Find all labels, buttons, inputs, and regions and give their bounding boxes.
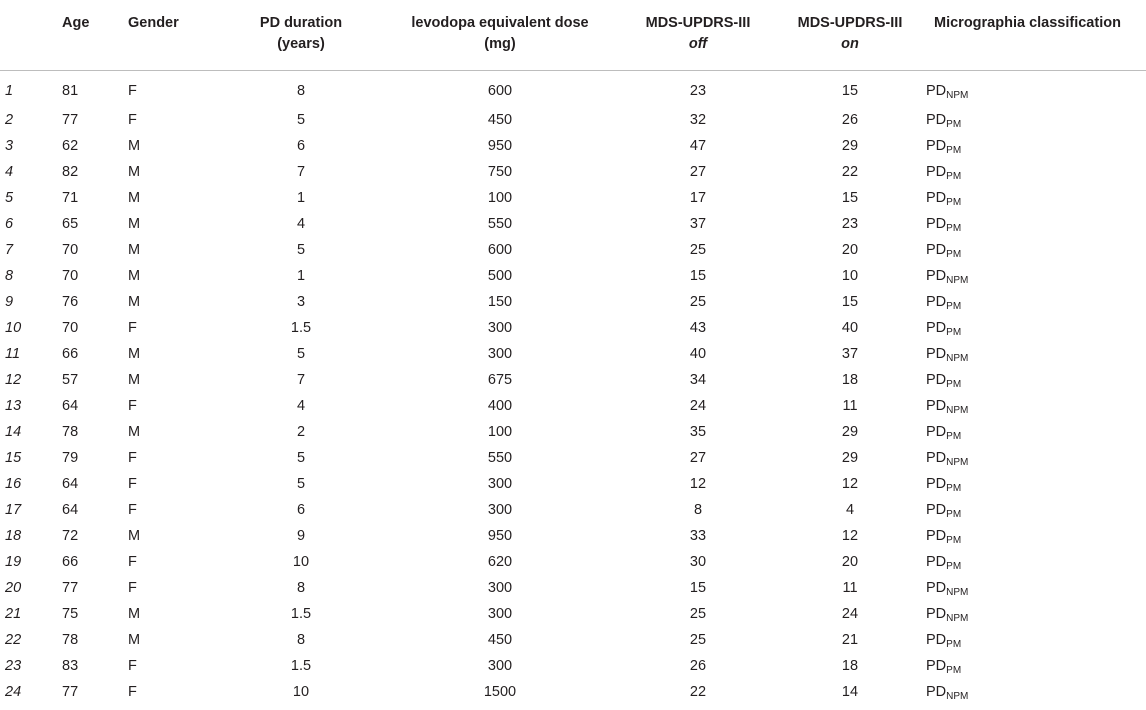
classification-prefix: PD <box>926 579 947 596</box>
updrs-on-cell: 4 <box>845 501 855 518</box>
classification-subscript: PM <box>946 170 962 182</box>
classification-prefix: PD <box>926 267 947 284</box>
classification-prefix: PD <box>926 163 947 180</box>
row-id-cell: 8 <box>5 267 14 284</box>
gender-cell: M <box>128 423 141 440</box>
updrs-off-cell: 25 <box>689 241 707 258</box>
table-body <box>0 70 1146 705</box>
updrs-off-cell: 24 <box>689 397 707 414</box>
gender-cell: F <box>128 657 137 674</box>
classification-subscript: PM <box>946 248 962 260</box>
row-id-cell: 4 <box>5 163 14 180</box>
row-id-cell: 13 <box>5 397 22 414</box>
classification-cell <box>926 107 1146 133</box>
classification-prefix: PD <box>926 293 947 310</box>
table-row <box>0 159 1146 185</box>
age-cell: 57 <box>62 371 79 388</box>
classification-prefix: PD <box>926 345 947 362</box>
header-classification: Micrographia classification <box>926 0 1146 70</box>
header-updrs-off-line2: off <box>688 36 708 52</box>
row-id-cell: 22 <box>5 631 22 648</box>
updrs-off-cell: 15 <box>689 579 707 596</box>
updrs-off-cell: 22 <box>689 683 707 700</box>
ledd-cell: 750 <box>487 163 513 180</box>
classification-prefix: PD <box>926 371 947 388</box>
age-cell: 83 <box>62 657 79 674</box>
classification-subscript: PM <box>946 144 962 156</box>
gender-cell: M <box>128 527 141 544</box>
updrs-off-cell: 12 <box>689 475 707 492</box>
table-row <box>0 653 1146 679</box>
age-cell: 66 <box>62 345 79 362</box>
classification-cell <box>926 341 1146 367</box>
updrs-on-cell: 15 <box>841 189 859 206</box>
updrs-on-cell: 11 <box>842 579 858 596</box>
table-row <box>0 601 1146 627</box>
table-header <box>0 0 1146 70</box>
header-ledd-line2: (mg) <box>484 36 516 52</box>
table-row <box>0 445 1146 471</box>
updrs-on-cell: 29 <box>841 423 859 440</box>
age-cell: 77 <box>62 111 79 128</box>
ledd-cell: 950 <box>487 527 513 544</box>
classification-cell <box>926 471 1146 497</box>
table-row <box>0 471 1146 497</box>
updrs-on-cell: 29 <box>841 449 859 466</box>
table-row <box>0 211 1146 237</box>
classification-cell <box>926 653 1146 679</box>
classification-prefix: PD <box>926 527 947 544</box>
updrs-off-cell: 15 <box>689 267 707 284</box>
row-id-cell: 3 <box>5 137 14 154</box>
row-id-cell: 19 <box>5 553 22 570</box>
gender-cell: M <box>128 137 141 154</box>
gender-cell: M <box>128 215 141 232</box>
gender-cell: F <box>128 683 137 700</box>
classification-prefix: PD <box>926 319 947 336</box>
classification-subscript: PM <box>946 482 962 494</box>
pd-duration-cell: 3 <box>296 293 306 310</box>
table-row <box>0 263 1146 289</box>
updrs-off-cell: 25 <box>689 605 707 622</box>
table-row <box>0 367 1146 393</box>
row-id-cell: 2 <box>5 111 14 128</box>
updrs-off-cell: 8 <box>693 501 703 518</box>
classification-cell <box>926 185 1146 211</box>
row-id-cell: 15 <box>5 449 22 466</box>
row-id-cell: 6 <box>5 215 14 232</box>
ledd-cell: 100 <box>487 189 513 206</box>
classification-prefix: PD <box>926 111 947 128</box>
row-id-cell: 7 <box>5 241 14 258</box>
updrs-off-cell: 40 <box>689 345 707 362</box>
row-id-cell: 10 <box>5 319 22 336</box>
classification-cell <box>926 601 1146 627</box>
age-cell: 82 <box>62 163 79 180</box>
age-cell: 65 <box>62 215 79 232</box>
ledd-cell: 450 <box>487 631 513 648</box>
table-row <box>0 679 1146 705</box>
classification-subscript: PM <box>946 118 962 130</box>
age-cell: 76 <box>62 293 79 310</box>
row-id-cell: 16 <box>5 475 22 492</box>
classification-cell <box>926 237 1146 263</box>
age-cell: 71 <box>62 189 79 206</box>
pd-duration-cell: 1.5 <box>290 319 312 336</box>
pd-duration-cell: 1 <box>296 267 306 284</box>
row-id-cell: 18 <box>5 527 22 544</box>
updrs-off-cell: 37 <box>689 215 707 232</box>
classification-cell <box>926 70 1146 107</box>
classification-prefix: PD <box>926 83 947 99</box>
classification-prefix: PD <box>926 553 947 570</box>
header-ledd <box>378 0 622 70</box>
updrs-on-cell: 14 <box>841 683 859 700</box>
header-pd-duration-line1: PD duration <box>259 15 343 31</box>
classification-cell <box>926 133 1146 159</box>
updrs-on-cell: 29 <box>841 137 859 154</box>
row-id-cell: 17 <box>5 501 22 518</box>
pd-duration-cell: 7 <box>296 371 306 388</box>
updrs-on-cell: 20 <box>841 553 859 570</box>
ledd-cell: 550 <box>487 215 513 232</box>
pd-duration-cell: 8 <box>296 579 306 596</box>
classification-cell <box>926 549 1146 575</box>
age-cell: 70 <box>62 241 79 258</box>
gender-cell: M <box>128 631 141 648</box>
updrs-off-cell: 33 <box>689 527 707 544</box>
age-cell: 77 <box>62 683 79 700</box>
ledd-cell: 300 <box>487 657 513 674</box>
updrs-on-cell: 21 <box>841 631 859 648</box>
gender-cell: F <box>128 501 137 518</box>
age-cell: 78 <box>62 423 79 440</box>
header-gender: Gender <box>128 0 224 70</box>
gender-cell: F <box>128 553 137 570</box>
row-id-cell: 5 <box>5 189 14 206</box>
pd-duration-cell: 5 <box>296 241 306 258</box>
ledd-cell: 950 <box>487 137 513 154</box>
age-cell: 81 <box>62 83 79 99</box>
gender-cell: M <box>128 293 141 310</box>
pd-duration-cell: 5 <box>296 475 306 492</box>
row-id-cell: 1 <box>5 83 14 99</box>
table-row <box>0 549 1146 575</box>
age-cell: 66 <box>62 553 79 570</box>
ledd-cell: 300 <box>487 579 513 596</box>
age-cell: 62 <box>62 137 79 154</box>
classification-subscript: NPM <box>946 612 969 624</box>
classification-prefix: PD <box>926 397 947 414</box>
updrs-off-cell: 17 <box>689 189 707 206</box>
gender-cell: M <box>128 189 141 206</box>
pd-duration-cell: 5 <box>296 111 306 128</box>
ledd-cell: 675 <box>487 371 513 388</box>
classification-cell <box>926 211 1146 237</box>
pd-duration-cell: 10 <box>292 683 310 700</box>
ledd-cell: 300 <box>487 475 513 492</box>
ledd-cell: 300 <box>487 345 513 362</box>
classification-subscript: NPM <box>946 456 969 468</box>
gender-cell: M <box>128 163 141 180</box>
age-cell: 77 <box>62 579 79 596</box>
classification-subscript: NPM <box>946 586 969 598</box>
table-row <box>0 185 1146 211</box>
table-row <box>0 393 1146 419</box>
updrs-on-cell: 18 <box>841 657 859 674</box>
updrs-off-cell: 25 <box>689 293 707 310</box>
pd-duration-cell: 10 <box>292 553 310 570</box>
updrs-off-cell: 35 <box>689 423 707 440</box>
classification-cell <box>926 627 1146 653</box>
table-row <box>0 523 1146 549</box>
classification-cell <box>926 679 1146 705</box>
table-row <box>0 575 1146 601</box>
updrs-off-cell: 47 <box>689 137 707 154</box>
header-ledd-line1: levodopa equivalent dose <box>411 15 589 31</box>
updrs-off-cell: 43 <box>689 319 707 336</box>
row-id-cell: 12 <box>5 371 22 388</box>
classification-cell <box>926 497 1146 523</box>
row-id-cell: 24 <box>5 683 22 700</box>
table-row <box>0 70 1146 107</box>
ledd-cell: 600 <box>487 83 513 99</box>
classification-prefix: PD <box>926 683 947 700</box>
classification-subscript: PM <box>946 560 962 572</box>
table-row <box>0 627 1146 653</box>
gender-cell: M <box>128 345 141 362</box>
row-id-cell: 21 <box>5 605 22 622</box>
classification-cell <box>926 315 1146 341</box>
ledd-cell: 500 <box>487 267 513 284</box>
pd-duration-cell: 6 <box>296 137 306 154</box>
header-row <box>0 0 1146 70</box>
header-pd-duration <box>224 0 378 70</box>
table-row <box>0 289 1146 315</box>
classification-prefix: PD <box>926 241 947 258</box>
classification-subscript: PM <box>946 222 962 234</box>
classification-subscript: PM <box>946 664 962 676</box>
classification-subscript: NPM <box>946 690 969 702</box>
table-row <box>0 133 1146 159</box>
row-id-cell: 23 <box>5 657 22 674</box>
pd-duration-cell: 8 <box>296 83 306 99</box>
table-row <box>0 237 1146 263</box>
classification-cell <box>926 445 1146 471</box>
updrs-on-cell: 10 <box>841 267 859 284</box>
row-id-cell: 9 <box>5 293 14 310</box>
classification-cell <box>926 575 1146 601</box>
updrs-on-cell: 40 <box>841 319 859 336</box>
classification-subscript: PM <box>946 534 962 546</box>
classification-prefix: PD <box>926 189 947 206</box>
pd-duration-cell: 4 <box>296 397 306 414</box>
updrs-on-cell: 11 <box>842 397 858 414</box>
header-pd-duration-line2: (years) <box>277 36 325 52</box>
pd-duration-cell: 5 <box>296 345 306 362</box>
classification-subscript: NPM <box>946 404 969 416</box>
classification-prefix: PD <box>926 423 947 440</box>
row-id-cell: 11 <box>5 345 21 362</box>
updrs-on-cell: 20 <box>841 241 859 258</box>
header-updrs-off-line1: MDS-UPDRS-III <box>645 15 751 31</box>
classification-subscript: PM <box>946 638 962 650</box>
age-cell: 75 <box>62 605 79 622</box>
ledd-cell: 600 <box>487 241 513 258</box>
classification-subscript: NPM <box>946 352 969 364</box>
table-row <box>0 107 1146 133</box>
pd-duration-cell: 4 <box>296 215 306 232</box>
age-cell: 79 <box>62 449 79 466</box>
updrs-on-cell: 18 <box>841 371 859 388</box>
gender-cell: F <box>128 397 137 414</box>
classification-prefix: PD <box>926 605 947 622</box>
age-cell: 72 <box>62 527 79 544</box>
classification-prefix: PD <box>926 475 947 492</box>
updrs-on-cell: 26 <box>841 111 859 128</box>
age-cell: 64 <box>62 501 79 518</box>
gender-cell: F <box>128 319 137 336</box>
age-cell: 70 <box>62 267 79 284</box>
updrs-off-cell: 27 <box>689 163 707 180</box>
classification-cell <box>926 263 1146 289</box>
classification-subscript: NPM <box>946 90 969 101</box>
classification-subscript: NPM <box>946 274 969 286</box>
pd-duration-cell: 1.5 <box>290 605 312 622</box>
header-updrs-off <box>622 0 774 70</box>
header-id <box>0 0 62 70</box>
classification-subscript: PM <box>946 196 962 208</box>
pd-duration-cell: 8 <box>296 631 306 648</box>
updrs-off-cell: 32 <box>689 111 707 128</box>
pd-duration-cell: 5 <box>296 449 306 466</box>
ledd-cell: 150 <box>487 293 513 310</box>
ledd-cell: 100 <box>487 423 513 440</box>
gender-cell: F <box>128 475 137 492</box>
classification-subscript: PM <box>946 508 962 520</box>
updrs-on-cell: 37 <box>841 345 859 362</box>
ledd-cell: 550 <box>487 449 513 466</box>
updrs-off-cell: 34 <box>689 371 707 388</box>
updrs-on-cell: 22 <box>841 163 859 180</box>
classification-subscript: PM <box>946 300 962 312</box>
classification-cell <box>926 159 1146 185</box>
updrs-on-cell: 23 <box>841 215 859 232</box>
pd-duration-cell: 6 <box>296 501 306 518</box>
classification-subscript: PM <box>946 378 962 390</box>
gender-cell: F <box>128 449 137 466</box>
updrs-off-cell: 25 <box>689 631 707 648</box>
ledd-cell: 300 <box>487 319 513 336</box>
classification-subscript: PM <box>946 430 962 442</box>
header-updrs-on-line1: MDS-UPDRS-III <box>797 15 903 31</box>
classification-prefix: PD <box>926 215 947 232</box>
updrs-on-cell: 12 <box>841 527 859 544</box>
updrs-on-cell: 24 <box>841 605 859 622</box>
row-id-cell: 20 <box>5 579 22 596</box>
table-row <box>0 497 1146 523</box>
gender-cell: M <box>128 267 141 284</box>
row-id-cell: 14 <box>5 423 22 440</box>
gender-cell: F <box>128 579 137 596</box>
classification-prefix: PD <box>926 631 947 648</box>
updrs-on-cell: 12 <box>841 475 859 492</box>
age-cell: 64 <box>62 397 79 414</box>
updrs-on-cell: 15 <box>841 83 859 99</box>
gender-cell: M <box>128 371 141 388</box>
updrs-off-cell: 23 <box>689 83 707 99</box>
classification-cell <box>926 289 1146 315</box>
ledd-cell: 1500 <box>483 683 517 700</box>
gender-cell: M <box>128 241 141 258</box>
gender-cell: M <box>128 605 141 622</box>
header-updrs-on <box>774 0 926 70</box>
ledd-cell: 300 <box>487 501 513 518</box>
ledd-cell: 300 <box>487 605 513 622</box>
updrs-off-cell: 26 <box>689 657 707 674</box>
table-row <box>0 419 1146 445</box>
pd-duration-cell: 2 <box>296 423 306 440</box>
table-row <box>0 341 1146 367</box>
ledd-cell: 450 <box>487 111 513 128</box>
gender-cell: F <box>128 111 137 128</box>
pd-duration-cell: 7 <box>296 163 306 180</box>
ledd-cell: 400 <box>487 397 513 414</box>
classification-subscript: PM <box>946 326 962 338</box>
updrs-off-cell: 30 <box>689 553 707 570</box>
age-cell: 78 <box>62 631 79 648</box>
classification-cell <box>926 419 1146 445</box>
classification-prefix: PD <box>926 501 947 518</box>
age-cell: 70 <box>62 319 79 336</box>
pd-duration-cell: 9 <box>296 527 306 544</box>
header-updrs-on-line2: on <box>841 36 859 52</box>
classification-prefix: PD <box>926 657 947 674</box>
classification-cell <box>926 367 1146 393</box>
pd-duration-cell: 1 <box>296 189 306 206</box>
pd-duration-cell: 1.5 <box>290 657 312 674</box>
updrs-off-cell: 27 <box>689 449 707 466</box>
classification-prefix: PD <box>926 449 947 466</box>
ledd-cell: 620 <box>487 553 513 570</box>
classification-cell <box>926 523 1146 549</box>
classification-prefix: PD <box>926 137 947 154</box>
header-age: Age <box>62 0 128 70</box>
table-row <box>0 315 1146 341</box>
age-cell: 64 <box>62 475 79 492</box>
updrs-on-cell: 15 <box>841 293 859 310</box>
gender-cell: F <box>128 83 137 99</box>
classification-cell <box>926 393 1146 419</box>
